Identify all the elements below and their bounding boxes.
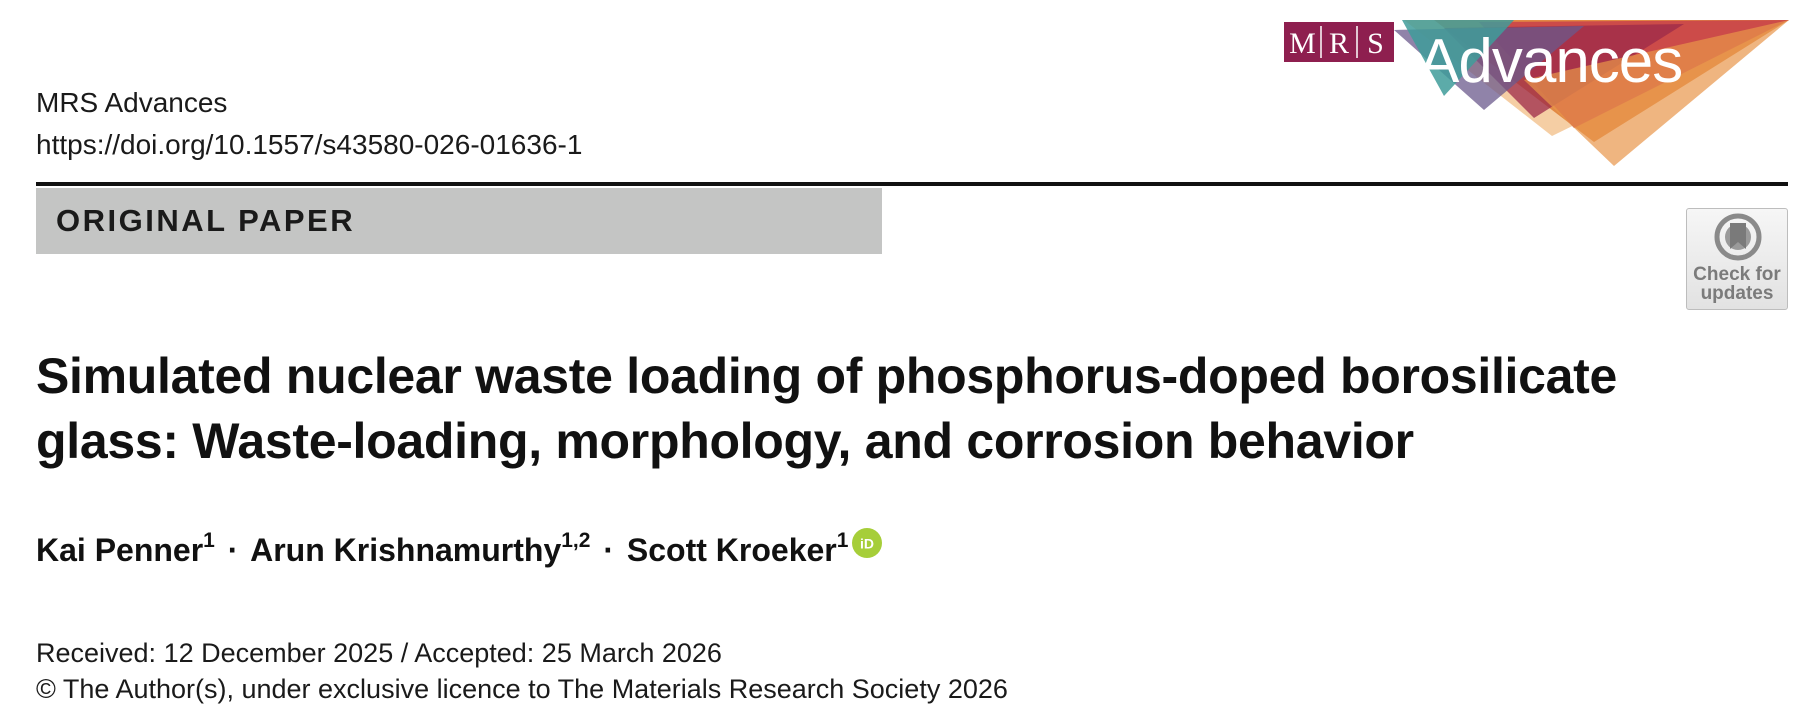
mrs-advances-logo [1284,20,1789,166]
copyright-notice: © The Author(s), under exclusive licence to The Materials Research Society 2026 [36,674,1008,704]
received-accepted-dates: Received: 12 December 2025 / Accepted: 25 March 2026 [36,638,722,668]
doi-link[interactable]: https://doi.org/10.1557/s43580-026-01636-1 [36,129,583,160]
author-list [36,528,882,570]
check-for-updates-button[interactable] [1686,208,1788,310]
author-separator: · [603,532,614,568]
check-updates-line1: Check for [1693,264,1781,285]
orcid-label: iD [860,535,875,552]
article-title [36,344,1656,474]
logo-letter-r: R [1328,27,1350,60]
author-name[interactable]: Kai Penner [36,532,204,568]
check-updates-bookmark-icon [1714,213,1762,261]
logo-letter-m: M [1289,27,1316,60]
author-affiliation: 1 [836,529,849,552]
orcid-icon[interactable] [852,528,882,558]
title-line-2: glass: Waste-loading, morphology, and corrosion behavior [36,413,1414,469]
logo-letter-s: S [1367,27,1384,60]
author-separator: · [227,532,239,568]
paper-type-label: ORIGINAL PAPER [56,203,356,238]
paper-type-banner [36,188,882,254]
author-affiliation: 1 [203,529,215,552]
check-updates-line2: updates [1700,283,1774,304]
title-line-1: Simulated nuclear waste loading of phosphorus-doped borosilicate [36,348,1617,404]
author-name[interactable]: Arun Krishnamurthy [250,532,562,568]
logo-wordmark: Advances [1418,27,1683,96]
journal-name: MRS Advances [36,87,228,118]
header-rule [36,182,1788,186]
author-name[interactable]: Scott Kroeker [626,532,837,568]
check-updates-label [1687,265,1787,303]
author-affiliation: 1,2 [561,529,591,552]
